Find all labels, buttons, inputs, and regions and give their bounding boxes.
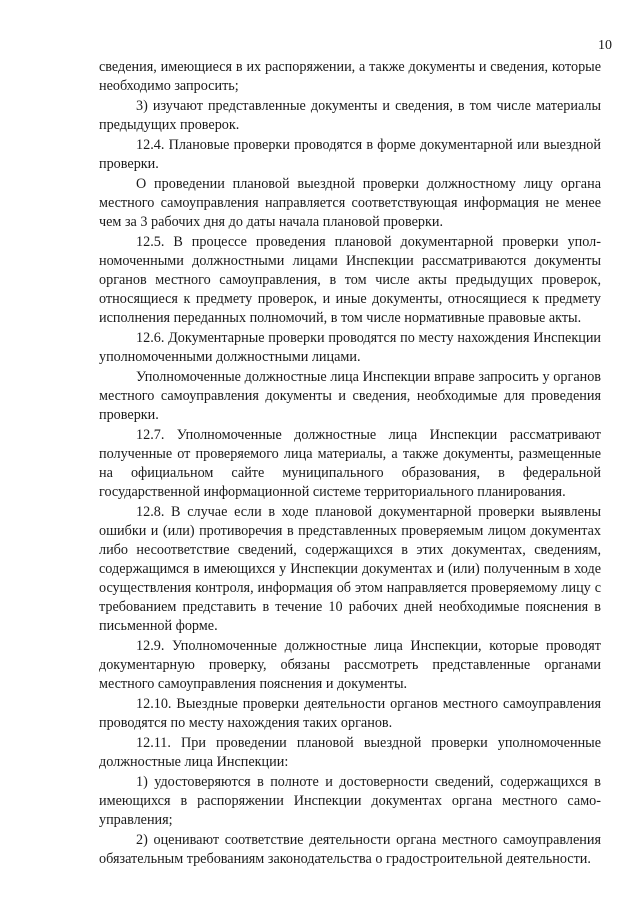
- paragraph-12-5: 12.5. В процессе проведения плановой документарной проверки уполномоченными должностными лицами Инспекции рассматриваются документы органов местного самоуправления, в том числе акты предыдущих проверок, относящиеся к предмету проверок, и иные документы, относящиеся к предмету исполнения переданных полномочий, в том числе нормативные правовые акты.: [99, 234, 601, 326]
- paragraph-item-1: 1) удостоверяются в полноте и достоверности сведений, содержащихся в имеющихся в распоряжении Инспекции документах органа местного самоуправления;: [99, 774, 601, 828]
- paragraph-12-6: 12.6. Документарные проверки проводятся по месту нахождения Инспекции уполномоченными должностными лицами.: [99, 330, 601, 365]
- document-body: [99, 58, 601, 870]
- paragraph-item-2: 2) оценивают соответствие деятельности органа местного самоуправления обязательным требованиям законодательства о градостроительной деятельности.: [99, 832, 601, 867]
- paragraph-12-9: 12.9. Уполномоченные должностные лица Инспекции, которые проводят документарную проверку, обязаны рассмотреть представленные органами местного самоуправления пояснения и документы.: [99, 638, 601, 692]
- paragraph-onsite-notice: О проведении плановой выездной проверки должностному лицу органа местного самоуправления направляется соответствующая информация не менее чем за 3 рабочих дня до даты начала плановой проверки.: [99, 176, 601, 230]
- paragraph-12-10: 12.10. Выездные проверки деятельности органов местного самоуправления проводятся по месту нахождения таких органов.: [99, 696, 601, 731]
- paragraph-12-8: 12.8. В случае если в ходе плановой документарной проверки выявлены ошибки и (или) противоречия в представленных проверяемым лицом документах либо несоответствие сведений, содержащихся в этих документах, сведениям, содержащимся в имеющихся у Инспекции документах и (или) полученным в ходе осуществления контроля, информация об этом направляется проверяемому лицу с требованием представить в течение 10 рабочих дней необходимые пояснения в письменной форме.: [99, 504, 601, 634]
- paragraph-12-4: 12.4. Плановые проверки проводятся в форме документарной или выездной проверки.: [99, 137, 601, 172]
- paragraph-item-3: 3) изучают представленные документы и сведения, в том числе материалы предыдущих проверок.: [99, 98, 601, 133]
- page-number: 10: [598, 38, 612, 53]
- paragraph-12-11: 12.11. При проведении плановой выездной проверки уполномоченные должностные лица Инспекции:: [99, 735, 601, 770]
- paragraph-12-7: 12.7. Уполномоченные должностные лица Инспекции рассматривают полученные от проверяемого лица материалы, а также документы, размещенные на официальном сайте муниципального образования, в федеральной государственной информационной системе территориального планирования.: [99, 427, 601, 500]
- paragraph-continuation: сведения, имеющиеся в их распоряжении, а также документы и сведения, которые необходимо запросить;: [99, 59, 601, 94]
- paragraph-request-documents: Уполномоченные должностные лица Инспекции вправе запросить у органов местного самоуправления документы и сведения, необходимые для проведения проверки.: [99, 369, 601, 423]
